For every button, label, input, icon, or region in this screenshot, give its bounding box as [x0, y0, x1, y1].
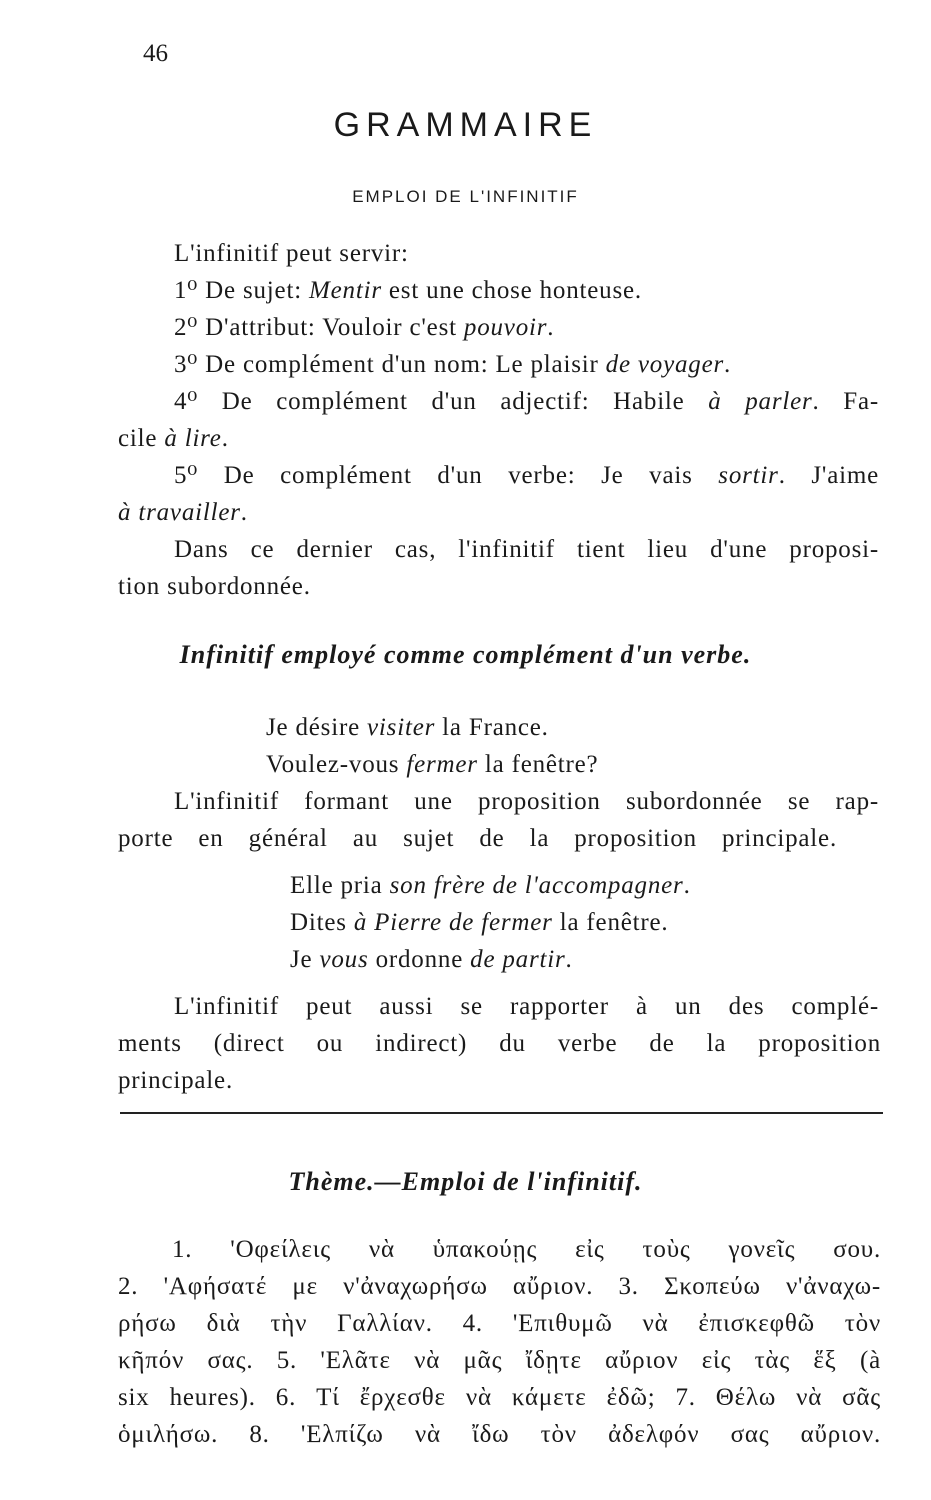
- rule-item-4-line-2: cile à lire.: [118, 425, 229, 452]
- note-line-2: tion subordonnée.: [118, 573, 311, 600]
- example-line-3: Elle pria son frère de l'accompagner.: [290, 872, 691, 899]
- paragraph-2-line-1: L'infinitif peut aussi se rapporter à un des complé-: [174, 993, 879, 1020]
- note-line-1: Dans ce dernier cas, l'infinitif tient lieu d'une proposi-: [174, 536, 879, 563]
- paragraph-1-line-1: L'infinitif formant une proposition subordonnée se rap-: [174, 788, 879, 815]
- theme-line-2: 2. 'Αφήσατέ με ν'ἀναχωρήσω αὔριον. 3. Σκοπεύω ν'ἀναχω-: [118, 1273, 881, 1300]
- rule-item-5-line-1: 5⁰ De complément d'un verbe: Je vais sortir. J'aime: [174, 462, 879, 489]
- paragraph-2-line-2: ments (direct ou indirect) du verbe de la proposition: [118, 1030, 881, 1057]
- rule-item-1: 1⁰ De sujet: Mentir est une chose honteuse.: [174, 277, 642, 304]
- example-line-5: Je vous ordonne de partir.: [290, 946, 573, 973]
- example-line-1: Je désire visiter la France.: [266, 714, 549, 741]
- page-title: GRAMMAIRE: [333, 106, 598, 144]
- intro-line: L'infinitif peut servir:: [174, 240, 409, 267]
- horizontal-rule: [120, 1112, 883, 1114]
- page-number: 46: [143, 40, 168, 67]
- example-line-4: Dites à Pierre de fermer la fenêtre.: [290, 909, 669, 936]
- section-heading-verb-complement: Infinitif employé comme complément d'un verbe.: [179, 640, 752, 669]
- theme-line-1: 1. 'Οφείλεις νὰ ὑπακούῃς εἰς τοὺς γονεῖς σου.: [172, 1236, 881, 1263]
- theme-line-5: six heures). 6. Τί ἔρχεσθε νὰ κάμετε ἐδῶ; 7. Θέλω νὰ σᾶς: [118, 1384, 881, 1411]
- theme-line-3: ρήσω διὰ τὴν Γαλλίαν. 4. 'Επιθυμῶ νὰ ἐπισκεφθῶ τὸν: [118, 1310, 881, 1337]
- paragraph-2-line-3: principale.: [118, 1067, 234, 1094]
- rule-item-2: 2⁰ D'attribut: Vouloir c'est pouvoir.: [174, 314, 555, 341]
- rule-item-4-line-1: 4⁰ De complément d'un adjectif: Habile à parler. Fa-: [174, 388, 880, 415]
- theme-heading: Thème.—Emploi de l'infinitif.: [288, 1167, 643, 1196]
- example-line-2: Voulez-vous fermer la fenêtre?: [266, 751, 599, 778]
- paragraph-1-line-2: porte en général au sujet de la proposition principale.: [118, 825, 837, 852]
- rule-item-3: 3⁰ De complément d'un nom: Le plaisir de voyager.: [174, 351, 732, 378]
- theme-line-4: κῆπόν σας. 5. 'Ελᾶτε νὰ μᾶς ἴδῃτε αὔριον εἰς τὰς ἕξ (à: [118, 1347, 881, 1374]
- section-subtitle: EMPLOI DE L'INFINITIF: [352, 187, 579, 206]
- theme-line-6: ὁμιλήσω. 8. 'Ελπίζω νὰ ἴδω τὸν ἀδελφόν σας αὔριον.: [118, 1421, 881, 1448]
- rule-item-5-line-2: à travailler.: [118, 499, 248, 526]
